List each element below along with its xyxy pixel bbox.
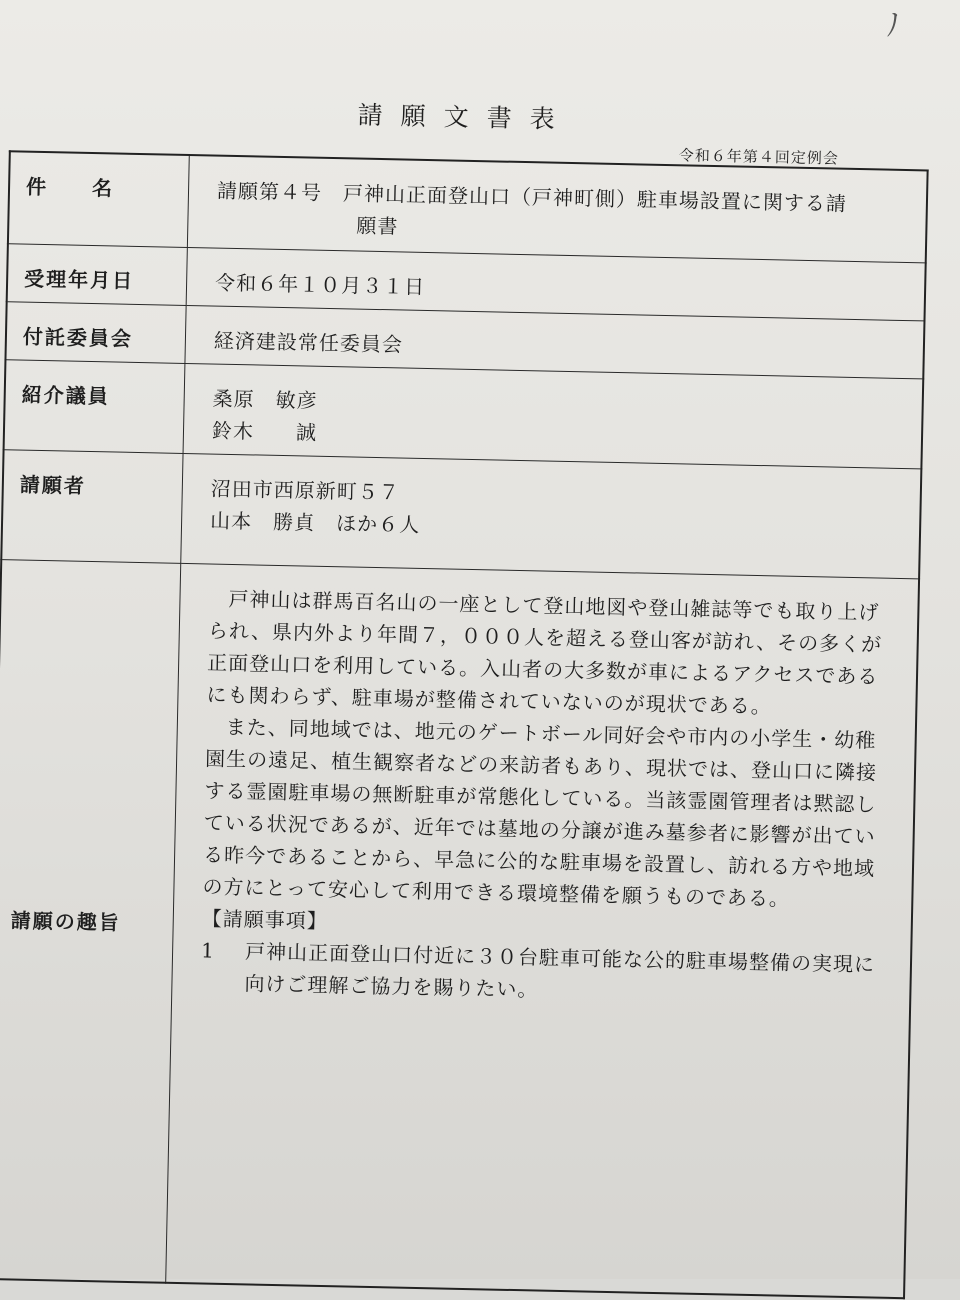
purpose-paragraph-2: また、同地域では、地元のゲートボール同好会や市内の小学生・幼稚園生の遠足、植生観察者などの来訪者もあり、現状では、登山口に隣接する霊園駐車場の無断駐車が常態化している。当該霊園管理者は黙認している状況であるが、近年では墓地の分譲が進み墓参者に影響が出ている昨今であることから、早急に公的な駐車場を設置し、訪れる方や地域の方にとって安心して利用できる環境整備を願うものである。 bbox=[202, 714, 878, 911]
label-subject: 件 名 bbox=[8, 151, 189, 247]
value-committee: 経済建設常任委員会 bbox=[185, 305, 925, 378]
purpose-paragraph-1: 戸神山は群馬百名山の一座として登山地図や登山雑誌等でも取り上げられ、県内外より年間７，０００人を超える登山客が訪れ、その多くが正面登山口を利用している。入山者の大多数が車によるアクセスであるにも関わらず、駐車場が整備されていないのが現状である。 bbox=[206, 586, 883, 718]
request-heading: 【請願事項】 bbox=[201, 905, 329, 933]
value-introducers bbox=[183, 363, 923, 468]
petitioner-address: 沼田市西原新町５７ bbox=[210, 476, 401, 504]
corner-scribble: ﾉ bbox=[883, 7, 903, 44]
request-item-text: 戸神山正面登山口付近に３０台駐車可能な公的駐車場整備の実現に向けご理解ご協力を賜りたい。 bbox=[244, 938, 876, 1001]
subject-line-1: 請願第４号 戸神山正面登山口（戸神町側）駐車場設置に関する請 bbox=[216, 178, 848, 216]
label-received: 受理年月日 bbox=[7, 243, 188, 305]
introducer-1: 桑原 敏彦 bbox=[212, 386, 318, 413]
label-committee: 付託委員会 bbox=[5, 301, 186, 363]
value-purpose bbox=[166, 563, 919, 1298]
petitioner-name: 山本 勝貞 ほか６人 bbox=[209, 508, 421, 537]
subject-line-2: 願書 bbox=[356, 213, 399, 239]
value-received: 令和６年１０月３１日 bbox=[186, 247, 926, 320]
label-introducers: 紹介議員 bbox=[4, 359, 185, 453]
label-purpose: 請願の趣旨 bbox=[0, 559, 181, 1283]
row-petitioner bbox=[1, 449, 921, 578]
introducer-2: 鈴木 誠 bbox=[211, 418, 318, 445]
value-petitioner bbox=[181, 453, 922, 578]
document-title: 請願文書表 bbox=[357, 100, 573, 135]
petition-table bbox=[0, 150, 929, 1299]
request-item bbox=[200, 934, 890, 1012]
row-purpose bbox=[0, 559, 919, 1298]
value-subject bbox=[187, 155, 927, 262]
session-label: 令和６年第４回定例会 bbox=[678, 146, 840, 168]
request-item-number: 1 bbox=[200, 937, 216, 963]
label-petitioner: 請願者 bbox=[1, 449, 183, 563]
